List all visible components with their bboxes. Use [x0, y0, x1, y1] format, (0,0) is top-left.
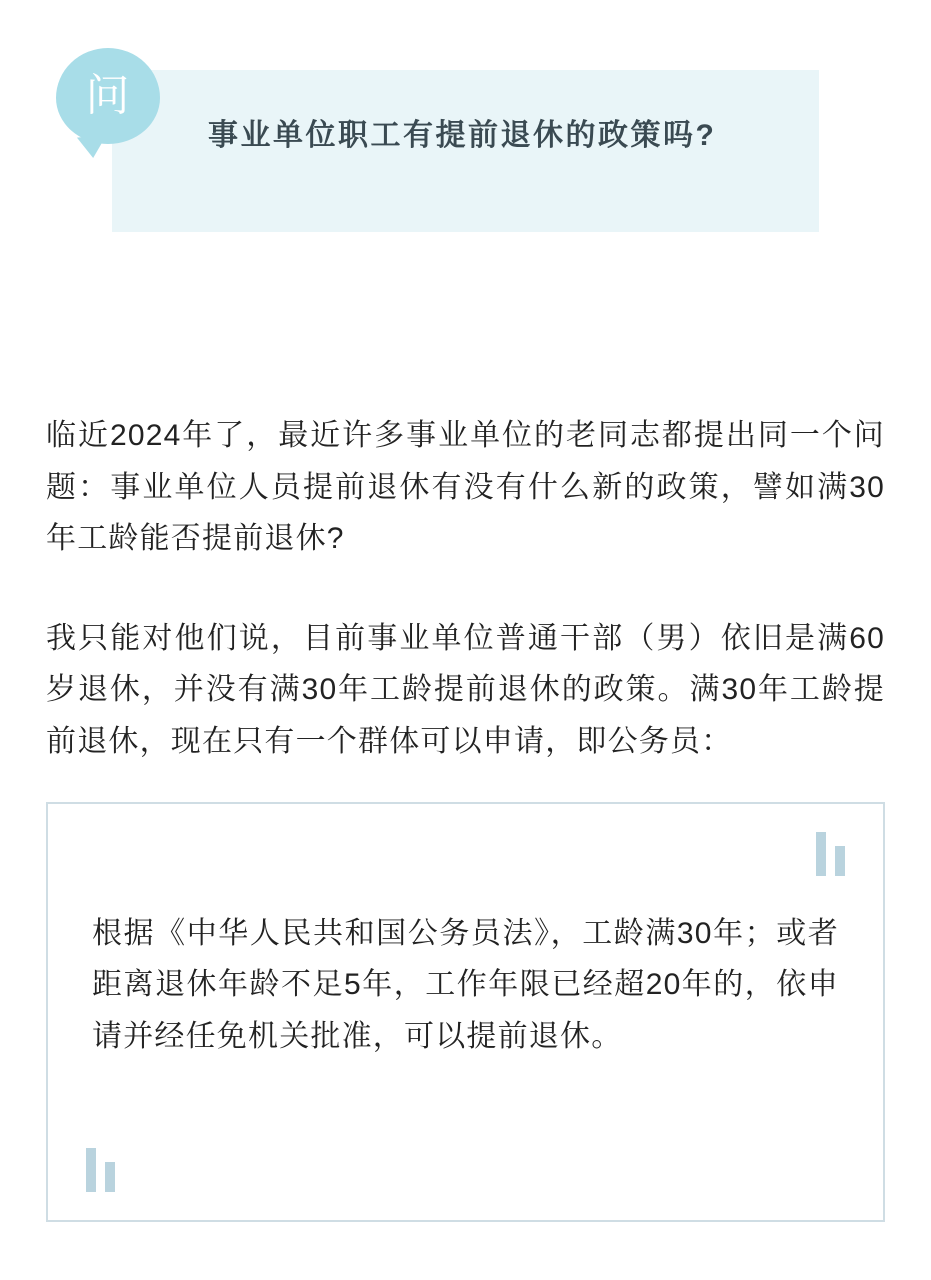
question-badge-label: 问 [85, 71, 131, 120]
question-badge-bubble [56, 48, 160, 144]
quote-close-icon [86, 1148, 115, 1192]
quote-text: 根据《中华人民共和国公务员法》，工龄满30年；或者距离退休年龄不足5年，工作年限已经超20年的，依申请并经任免机关批准，可以提前退休。 [92, 916, 839, 1053]
question-section [46, 0, 885, 298]
paragraph: 我只能对他们说，目前事业单位普通干部（男）依旧是满60岁退休，并没有满30年工龄提前退休的政策。满30年工龄提前退休，现在只有一个群体可以申请，即公务员： [46, 621, 885, 758]
article-body [46, 298, 885, 768]
quote-open-icon [816, 832, 845, 876]
paragraph: 临近2024年了，最近许多事业单位的老同志都提出同一个问题：事业单位人员提前退休有没有什么新的政策，譬如满30年工龄能否提前退休? [46, 419, 885, 556]
question-box [112, 70, 819, 232]
question-text: 事业单位职工有提前退休的政策吗? [208, 119, 717, 152]
quote-block [46, 802, 885, 1222]
